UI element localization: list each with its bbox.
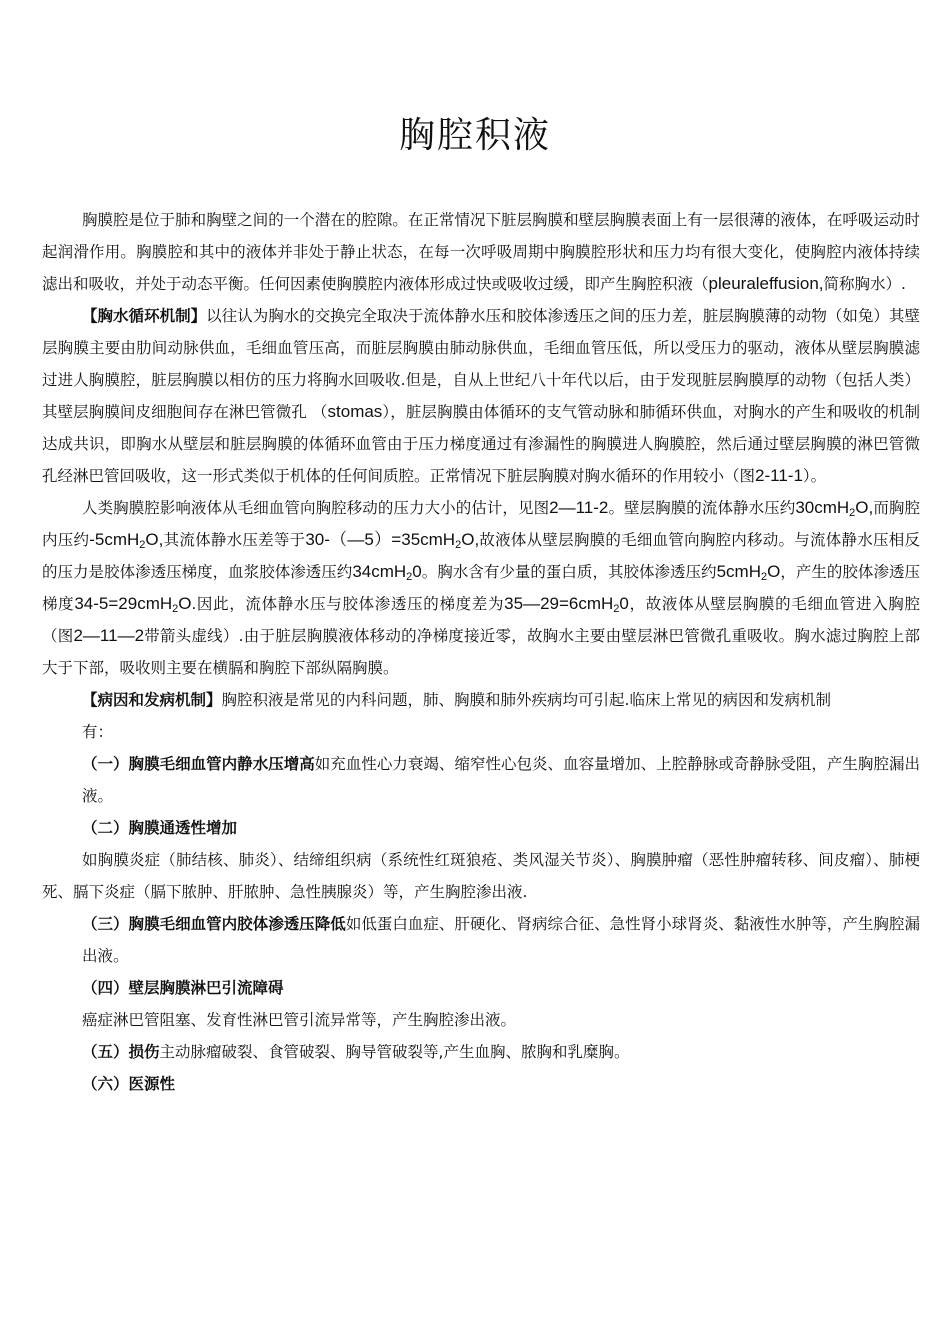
pressure-value-7 — [504, 594, 629, 613]
cause-heading: 【病因和发病机制】 — [82, 691, 222, 709]
stomas-term: stomas — [327, 402, 383, 421]
subscript: 2 — [406, 571, 413, 583]
pressure-value-6-a: 34-5=29cmH — [74, 594, 173, 613]
subscript: 2 — [849, 507, 856, 519]
pressure-text-3: 而胸腔内压约 — [42, 499, 920, 549]
pressure-paragraph — [42, 492, 920, 684]
pressure-text-10: 带箭头虚线）.由于脏层胸膜液体移动的净梯度接近零，故胸水主要由壁层淋巴管微孔重吸收。胸水滤过胸腔上部大于下部，吸收则主要在横膈和胸腔下部纵隔胸膜。 — [42, 627, 920, 677]
cause-item-1 — [42, 748, 920, 812]
pressure-value-6 — [74, 594, 196, 613]
circulation-text-3: ）。 — [802, 467, 827, 485]
cause-item-3-text: 如低蛋白血症、肝硬化、肾病综合征、急性肾小球肾炎、黏液性水肿等，产生胸腔漏出液。 — [82, 915, 920, 965]
circulation-heading: 【胸水循环机制】 — [82, 307, 207, 325]
pressure-value-2 — [89, 530, 163, 549]
pressure-value-7-a: 35—29=6cmH — [504, 594, 614, 613]
circulation-text-2: ），脏层胸膜由体循环的支气管动脉和肺循环供血，对胸水的产生和吸收的机制达成共识，即胸水从壁层和脏层胸膜的体循环血管由于压力梯度通过有渗漏性的胸膜进人胸膜腔，然后通过壁层胸膜的淋巴管微孔经淋巴管回吸收，这一形式类似于机体的任何间质腔。正常情况下脏层胸膜对胸水循环的作用较小（图 — [42, 403, 920, 485]
pressure-value-2-b: O, — [145, 530, 164, 549]
subscript: 2 — [613, 603, 620, 615]
subscript: 2 — [139, 539, 146, 551]
page-title: 胸腔积液 — [398, 115, 551, 156]
figure-ref-2-11-2: 2—11-2 — [549, 498, 609, 517]
cause-item-4-heading: （四）壁层胸膜淋巴引流障碍 — [82, 979, 284, 997]
cause-item-5-text: 主动脉瘤破裂、食管破裂、胸导管破裂等,产生血胸、脓胸和乳糜胸。 — [159, 1043, 630, 1061]
pressure-value-7-b: 0 — [619, 594, 629, 613]
pressure-value-4 — [352, 562, 421, 581]
pressure-value-5-a: 5cmH — [716, 562, 761, 581]
pressure-value-1-a: 30cmH — [795, 498, 850, 517]
cause-item-2-heading-line — [42, 812, 920, 844]
cause-item-5 — [42, 1036, 920, 1068]
pressure-text-7: ，产生的胶体渗透压梯度 — [42, 563, 920, 613]
cause-text-continued: 有： — [82, 723, 114, 741]
subscript: 2 — [455, 539, 462, 551]
cause-item-6 — [42, 1068, 920, 1100]
cause-item-2-text: 如胸膜炎症（肺结核、肺炎）、结缔组织病（系统性红斑狼疮、类风湿关节炎）、胸膜肿瘤（恶性肿瘤转移、间皮瘤）、肺梗死、膈下炎症（膈下脓肿、肝脓肿、急性胰腺炎）等，产生胸腔渗出液. — [42, 851, 920, 901]
pressure-value-3-a: 30-（—5）=35cmH — [305, 530, 456, 549]
cause-paragraph — [42, 684, 920, 716]
intro-latin-term: pleuraleffusion, — [708, 274, 824, 293]
pressure-value-3-b: O, — [461, 530, 480, 549]
document-body — [42, 204, 920, 1100]
pressure-value-2-a: -5cmH — [89, 530, 140, 549]
figure-ref-2-11-1: 2-11-1 — [755, 466, 803, 485]
cause-item-1-heading: （一）胸膜毛细血管内静水压增高 — [82, 755, 315, 773]
pressure-value-5-b: O — [767, 562, 781, 581]
intro-text: 胸膜腔是位于肺和胸壁之间的一个潜在的腔隙。在正常情况下脏层胸膜和壁层胸膜表面上有一层很薄的液体，在呼吸运动时起润滑作用。胸膜腔和其中的液体并非处于静止状态，在每一次呼吸周期中胸膜腔形状和压力均有很大变化，使胸腔内液体持续滤出和吸收，并处于动态平衡。任何因素使胸膜腔内液体形成过快或吸收过缓，即产生胸腔积液（ — [42, 211, 920, 293]
pressure-value-6-b: O. — [178, 594, 197, 613]
pressure-text-5: 故液体从壁层胸膜的毛细血管向胸腔内移动。与流体静水压相反的压力是胶体渗透压梯度，血浆胶体渗透压约 — [42, 531, 920, 581]
pressure-value-4-b: 0 — [412, 562, 422, 581]
subscript: 2 — [172, 603, 179, 615]
pressure-text-1: 人类胸膜腔影响液体从毛细血管向胸腔移动的压力大小的估计，见图 — [82, 499, 550, 517]
circulation-paragraph — [42, 300, 920, 492]
pressure-value-3 — [305, 530, 479, 549]
cause-item-4-heading-line — [42, 972, 920, 1004]
intro-paragraph — [42, 204, 920, 300]
pressure-text-6: 。胸水含有少量的蛋白质，其胶体渗透压约 — [421, 563, 717, 581]
cause-item-2-heading: （二）胸膜通透性增加 — [82, 819, 238, 837]
pressure-text-8: 因此，流体静水压与胶体渗透压的梯度差为 — [196, 595, 505, 613]
cause-text: 胸腔积液是常见的内科问题，肺、胸膜和肺外疾病均可引起.临床上常见的病因和发病机制 — [221, 691, 831, 709]
cause-item-6-heading: （六）医源性 — [82, 1075, 176, 1093]
circulation-text-1: 以往认为胸水的交换完全取决于流体静水压和胶体渗透压之间的压力差，脏层胸膜薄的动物（如兔）其壁层胸膜主要由肋间动脉供血，毛细血管压高，而脏层胸膜由肺动脉供血，毛细血管压低，所以受压力的驱动，液体从壁层胸膜滤过进人胸膜腔，脏层胸膜以相仿的压力将胸水回吸收.但是，自从上世纪八十年代以后，由于发现脏层胸膜厚的动物（包括人类）其壁层胸膜间皮细胞间存在淋巴管微孔 （ — [42, 307, 920, 421]
pressure-text-4: 其流体静水压差等于 — [163, 531, 306, 549]
pressure-text-2: 。壁层胸膜的流体静水压约 — [608, 499, 796, 517]
subscript: 2 — [760, 571, 768, 583]
cause-item-5-heading: （五）损伤 — [82, 1043, 160, 1061]
cause-item-4-text: 癌症淋巴管阻塞、发育性淋巴管引流异常等，产生胸腔渗出液。 — [82, 1011, 517, 1029]
intro-end: 简称胸水）. — [823, 275, 906, 293]
cause-item-1-text: 如充血性心力衰竭、缩窄性心包炎、血容量增加、上腔静脉或奇静脉受阻，产生胸腔漏出液。 — [82, 755, 920, 805]
pressure-text-9: ，故液体从壁层胸膜的毛细血管进入胸腔（图 — [42, 595, 920, 645]
pressure-value-4-a: 34cmH — [352, 562, 407, 581]
pressure-value-1 — [795, 498, 873, 517]
figure-ref-2-11-2b: 2—11—2 — [73, 626, 145, 645]
cause-item-3-heading: （三）胸膜毛细血管内胶体渗透压降低 — [82, 915, 346, 933]
pressure-value-1-b: O, — [855, 498, 874, 517]
pressure-value-5 — [717, 562, 781, 581]
cause-item-3 — [42, 908, 920, 972]
